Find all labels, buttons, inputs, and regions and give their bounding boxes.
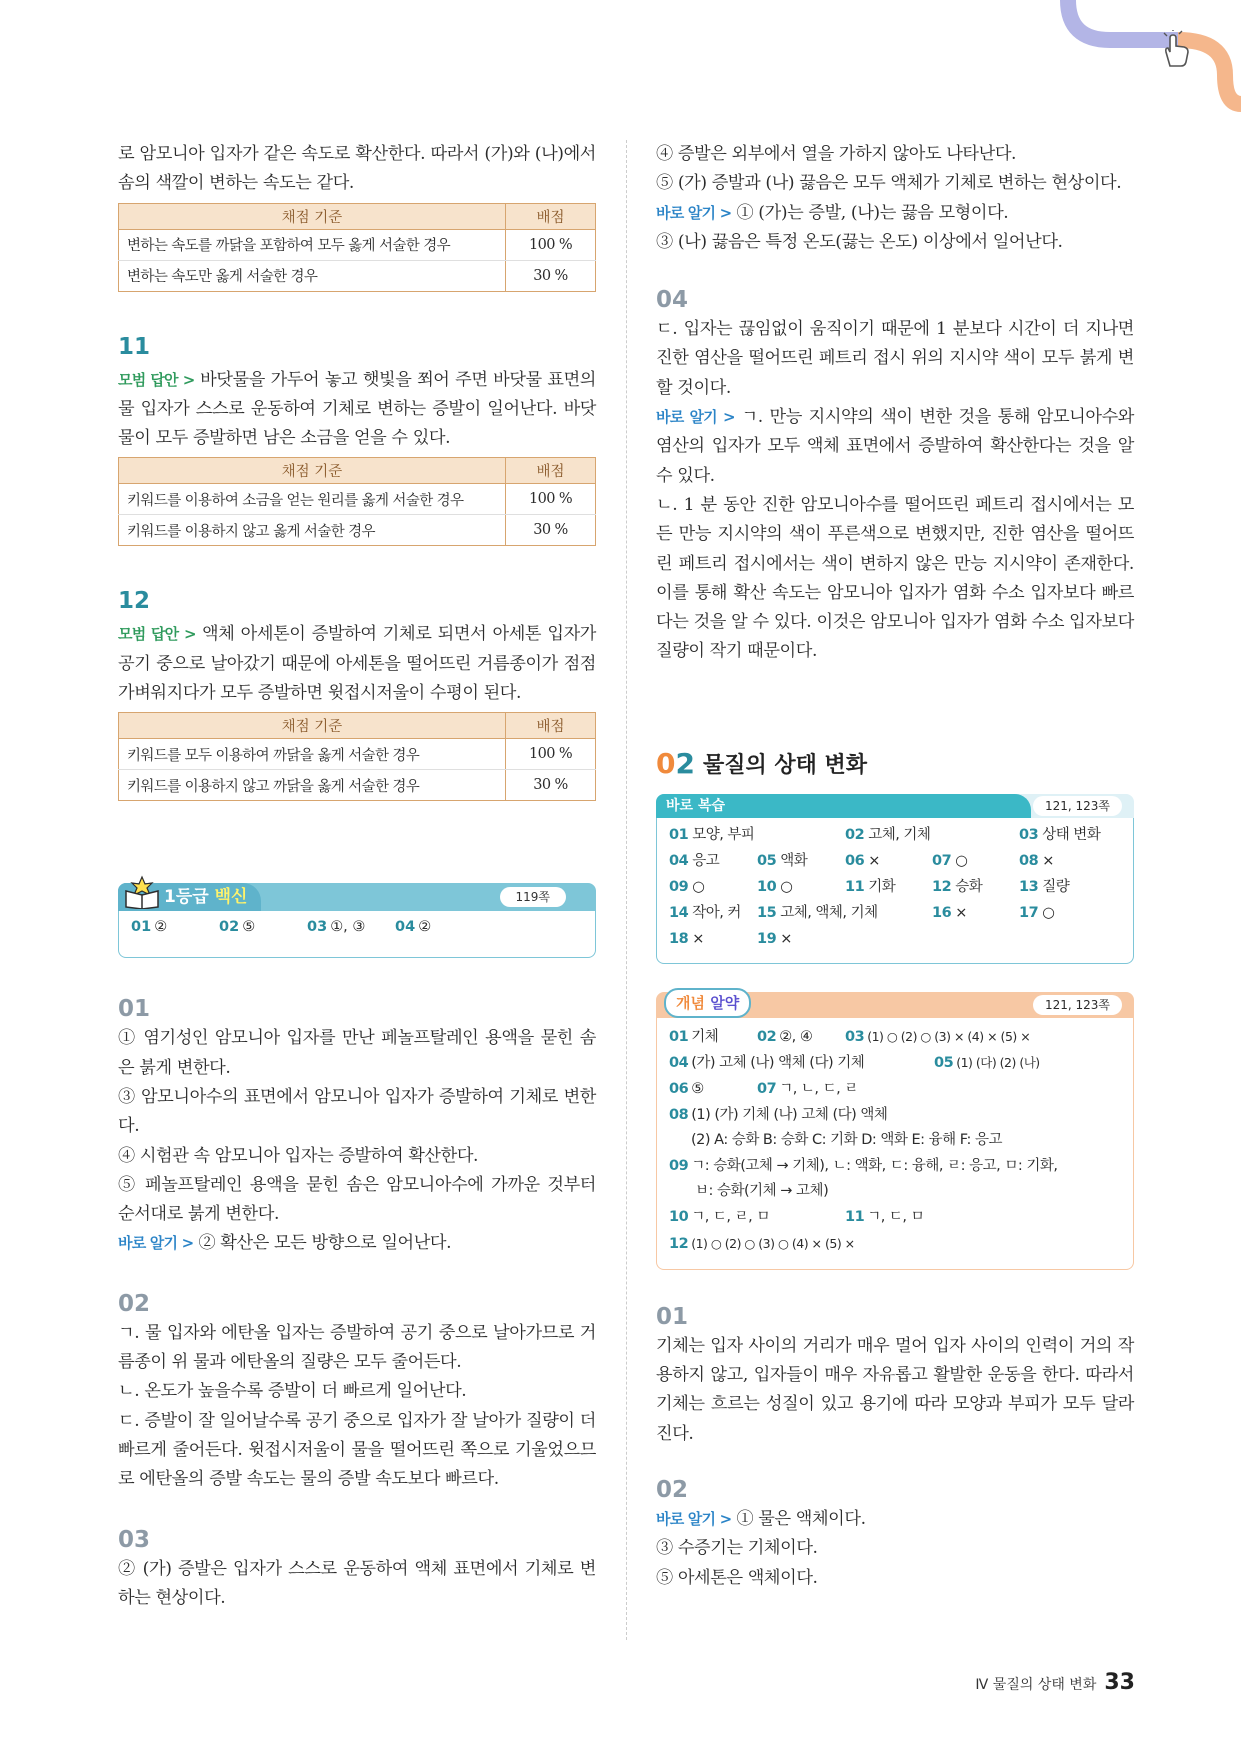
table-row: 키워드를 이용하지 않고 옳게 서술한 경우 30 % bbox=[119, 515, 596, 546]
intro-text: 로 암모니아 입자가 같은 속도로 확산한다. 따라서 (가)와 (나)에서 솜의 색깔이 변하는 속도는 같다. bbox=[118, 144, 596, 194]
section-heading: 0 2 물질의 상태 변화 bbox=[656, 746, 868, 780]
answer-01: ① 염기성인 암모니아 입자를 만난 페놀프탈레인 용액을 묻힌 솜은 붉게 변한다. ③ 암모니아수의 표면에서 암모니아 입자가 증발하여 기체로 변한다. ④ 시험관 속 암모니아 입자는 증발하여 확산한다. ⑤ 페놀프탈레인 용액을 묻힌 솜은 암모니아수에 가까운 것부터 순서대로 붉게 변한다. 바로 알기 > ② 확산은 모든 방향으로 일어난다. bbox=[118, 1028, 596, 1254]
concept-pill-box bbox=[656, 992, 1134, 1270]
scoring-table-12: 채점 기준 배점 키워드를 모두 이용하여 까닭을 옳게 서술한 경우 100 % 키워드를 이용하지 않고 까닭을 옳게 서술한 경우 30 % bbox=[118, 712, 596, 801]
answer-04: ㄷ. 입자는 끊임없이 움직이기 때문에 1 분보다 시간이 더 지나면 진한 염산을 떨어뜨린 페트리 접시 위의 지시약 색이 모두 붉게 변할 것이다. 바로 알기 > ㄱ. 만능 지시약의 색이 변한 것을 통해 암모니아수와 염산의 입자가 모두 액체 표면에서 증발하여 확산한다는 것을 알 수 있다. ㄴ. 1 분 동안 진한 암모니아수를 떨어뜨린 페트리 접시에서는 모든 만능 지시약의 색이 푸른색으로 변했지만, 진한 염산을 떨어뜨린 페트리 접시에서는 색이 변하지 않은 만능 지시약이 존재한다. 이를 통해 확산 속도는 암모니아 입자가 염화 수소 입자보다 빠르다는 것을 알 수 있다. 이것은 암모니아 입자가 염화 수소 입자보다 질량이 작기 때문이다. bbox=[656, 319, 1134, 662]
right-column bbox=[656, 140, 1134, 1593]
question-number-12: 12 bbox=[118, 588, 151, 615]
answer-number-01: 01 bbox=[118, 996, 151, 1023]
question-number-11: 11 bbox=[118, 333, 151, 360]
review-title: 바로 복습 bbox=[656, 794, 1031, 818]
answer-number-b01: 01 bbox=[656, 1303, 689, 1330]
corner-decoration bbox=[1060, 0, 1241, 115]
page-number: 33 bbox=[1104, 1670, 1135, 1695]
scoring-table-11: 채점 기준 배점 키워드를 이용하여 소금을 얻는 원리를 옳게 서술한 경우 100 % 키워드를 이용하지 않고 옳게 서술한 경우 30 % bbox=[118, 457, 596, 546]
table-row: 변하는 속도를 까닭을 포함하여 모두 옳게 서술한 경우 100 % bbox=[119, 229, 596, 260]
table-row: 변하는 속도만 옳게 서술한 경우 30 % bbox=[119, 260, 596, 291]
concept-title: 개념 알약 bbox=[664, 988, 751, 1018]
left-column bbox=[118, 140, 596, 1613]
grade-page: 119쪽 bbox=[500, 887, 567, 907]
table-row: 키워드를 이용하지 않고 까닭을 옳게 서술한 경우 30 % bbox=[119, 770, 596, 801]
answer-11: 모범 답안 > 바닷물을 가두어 놓고 햇빛을 쬐어 주면 바닷물 표면의 물 입자가 스스로 운동하여 기체로 변하는 증발이 일어난다. 바닷물이 모두 증발하면 남은 소금을 얻을 수 있다. bbox=[118, 369, 596, 449]
answer-number-03: 03 bbox=[118, 1526, 151, 1553]
grade-title: 1등급 백신 bbox=[118, 883, 261, 911]
concept-page: 121, 123쪽 bbox=[1033, 995, 1122, 1015]
review-grid: 01 모양, 부피 02 고체, 기체 03 상태 변화 04 응고 05 액화 06 × 07 ○ 08 × 09 ○ 10 ○ 11 기화 12 승화 13 질량 14 작아, 커 15 고체, 액체, 기체 16 × 17 ○ 18 × 19 × bbox=[656, 818, 1134, 964]
concept-lines: 01 기체 02 ②, ④ 03 (1) ○ (2) ○ (3) × (4) × (5) × 04 (가) 고체 (나) 액체 (다) 기체 05 (1) (다) (2) (나) 06 ⑤ 07 ㄱ, ㄴ, ㄷ, ㄹ 08 (1) (가) 기체 (나) 고체 (다) 액체 (2) A: 승화 B: 승화 C: 기화 D: 액화 E: 융해 F: 응고 09 ㄱ: 승화(고체 → 기체), ㄴ: 액화, ㄷ: 융해, ㄹ: 응고, ㅁ: 기화, ㅂ: 승화(기체 → 고체) 10 ㄱ, ㄷ, ㄹ, ㅁ 11 ㄱ, ㄷ, ㅁ 12 (1) ○ (2) ○ (3) ○ (4) × (5) × bbox=[656, 1018, 1134, 1270]
answer-b02: 바로 알기 > ① 물은 액체이다. ③ 수증기는 기체이다. ⑤ 아세톤은 액체이다. bbox=[656, 1508, 866, 1588]
quick-review-box bbox=[656, 794, 1134, 964]
answer-03: ② (가) 증발은 입자가 스스로 운동하여 액체 표면에서 기체로 변하는 현상이다. bbox=[118, 1558, 596, 1608]
page-footer bbox=[975, 1670, 1135, 1695]
answer-12: 모범 답안 > 액체 아세톤이 증발하여 기체로 되면서 아세톤 입자가 공기 중으로 날아갔기 때문에 아세톤을 떨어뜨린 거름종이가 점점 가벼워지다가 모두 증발하면 윗접시저울이 수평이 된다. bbox=[118, 624, 596, 704]
column-divider bbox=[626, 140, 627, 1640]
hand-pointer-icon bbox=[1158, 30, 1194, 68]
answer-number-04: 04 bbox=[656, 287, 689, 314]
answer-02: ㄱ. 물 입자와 에탄올 입자는 증발하여 공기 중으로 날아가므로 거름종이 위 물과 에탄올의 질량은 모두 줄어든다. ㄴ. 온도가 높을수록 증발이 더 빠르게 일어난다. ㄷ. 증발이 잘 일어날수록 공기 중으로 입자가 잘 날아가 질량이 더 빠르게 줄어든다. 윗접시저울이 물을 떨어뜨린 쪽으로 기울었으므로 에탄올의 증발 속도는 물의 증발 속도보다 빠르다. bbox=[118, 1322, 596, 1490]
grade-vaccine-box bbox=[118, 883, 596, 958]
table-row: 키워드를 모두 이용하여 까닭을 옳게 서술한 경우 100 % bbox=[119, 739, 596, 770]
chapter-label: Ⅳ 물질의 상태 변화 bbox=[975, 1677, 1097, 1693]
answer-03-continued: ④ 증발은 외부에서 열을 가하지 않아도 나타난다. ⑤ (가) 증발과 (나) 끓음은 모두 액체가 기체로 변하는 현상이다. 바로 알기 > ① (가)는 증발, (나)는 끓음 모형이다. ③ (나) 끓음은 특정 온도(끓는 온도) 이상에서 일어난다. bbox=[656, 144, 1122, 252]
table-row: 키워드를 이용하여 소금을 얻는 원리를 옳게 서술한 경우 100 % bbox=[119, 484, 596, 515]
answer-number-b02: 02 bbox=[656, 1476, 689, 1503]
grade-answers: 01 ② 02 ⑤ 03 ①, ③ 04 ② bbox=[118, 911, 596, 958]
scoring-table-10: 채점 기준 배점 변하는 속도를 까닭을 포함하여 모두 옳게 서술한 경우 100 % 변하는 속도만 옳게 서술한 경우 30 % bbox=[118, 203, 596, 292]
answer-number-02: 02 bbox=[118, 1290, 151, 1317]
book-icon bbox=[122, 875, 162, 909]
answer-b01: 기체는 입자 사이의 거리가 매우 멀어 입자 사이의 인력이 거의 작용하지 않고, 입자들이 매우 자유롭고 활발한 운동을 한다. 따라서 기체는 흐르는 성질이 있고 용기에 따라 모양과 부피가 모두 달라진다. bbox=[656, 1335, 1134, 1444]
review-page: 121, 123쪽 bbox=[1033, 796, 1122, 816]
